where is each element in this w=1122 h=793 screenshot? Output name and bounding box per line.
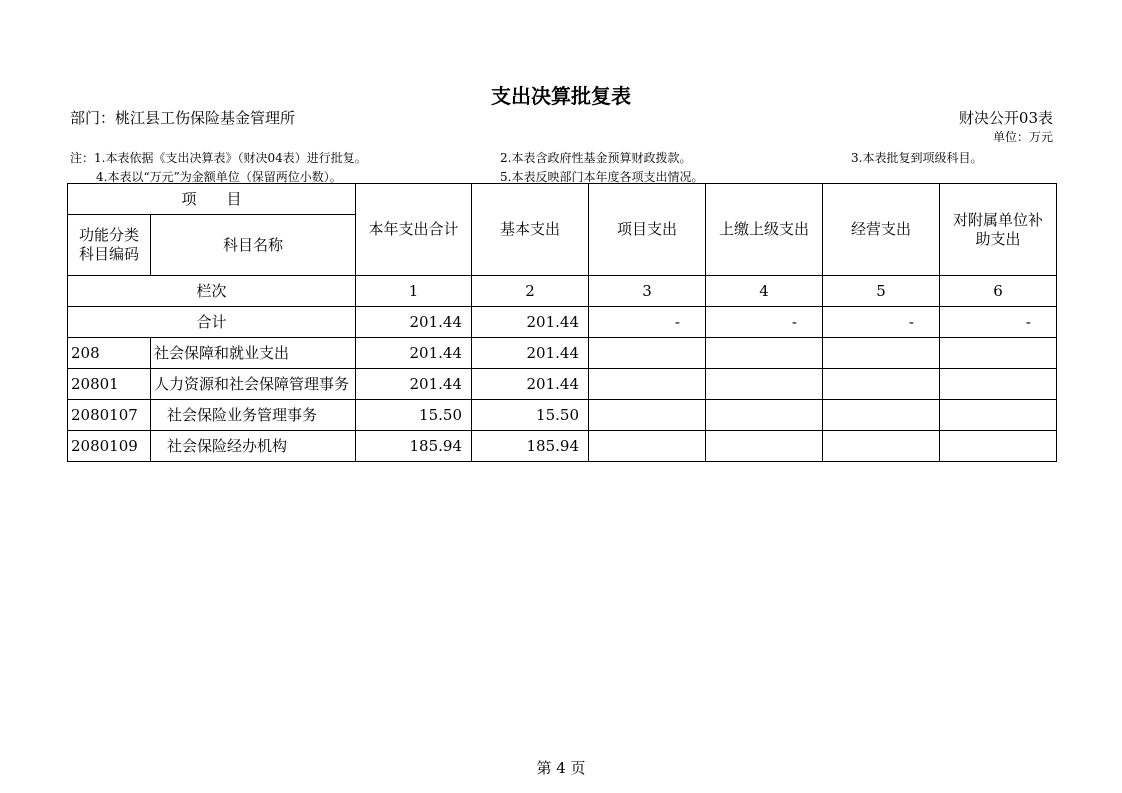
- col-number: 6: [940, 276, 1057, 307]
- note-5: 5.本表反映部门本年度各项支出情况。: [500, 170, 704, 184]
- row-subsidy: [940, 338, 1057, 369]
- page-title: 支出决算批复表: [491, 84, 631, 108]
- table-row: [68, 369, 1057, 400]
- header-project: 项目支出: [589, 184, 706, 276]
- total-project: -: [589, 307, 706, 338]
- row-name: 人力资源和社会保障管理事务: [151, 369, 356, 400]
- row-business: [823, 369, 940, 400]
- row-upper: [706, 400, 823, 431]
- row-code: 2080107: [68, 400, 151, 431]
- row-basic: 201.44: [472, 369, 589, 400]
- row-code: 20801: [68, 369, 151, 400]
- expenditure-table: [67, 183, 1057, 462]
- page-number: 第 4 页: [536, 759, 586, 777]
- form-code: 财决公开03表: [958, 109, 1053, 127]
- total-label: 合计: [68, 307, 356, 338]
- row-business: [823, 400, 940, 431]
- row-subsidy: [940, 431, 1057, 462]
- col-number: 5: [823, 276, 940, 307]
- row-name: 社会保障和就业支出: [151, 338, 356, 369]
- row-upper: [706, 338, 823, 369]
- column-number-row: [68, 276, 1057, 307]
- row-basic: 15.50: [472, 400, 589, 431]
- header-basic: 基本支出: [472, 184, 589, 276]
- header-subject-name: 科目名称: [151, 215, 356, 276]
- unit-label: 单位：万元: [992, 130, 1053, 144]
- row-name: 社会保险经办机构: [151, 431, 356, 462]
- row-business: [823, 338, 940, 369]
- note-4: 4.本表以“万元”为金额单位（保留两位小数）。: [96, 170, 342, 184]
- row-project: [589, 369, 706, 400]
- row-code: 208: [68, 338, 151, 369]
- table-row: [68, 431, 1057, 462]
- header-item: 项 目: [68, 184, 356, 215]
- total-upper: -: [706, 307, 823, 338]
- header-upper: 上缴上级支出: [706, 184, 823, 276]
- row-name: 社会保险业务管理事务: [151, 400, 356, 431]
- row-code: 2080109: [68, 431, 151, 462]
- col-row-label: 栏次: [68, 276, 356, 307]
- header-subsidy: 对附属单位补助支出: [940, 184, 1057, 276]
- col-number: 3: [589, 276, 706, 307]
- row-basic: 201.44: [472, 338, 589, 369]
- row-total: 201.44: [356, 338, 472, 369]
- row-total: 185.94: [356, 431, 472, 462]
- row-basic: 185.94: [472, 431, 589, 462]
- row-project: [589, 400, 706, 431]
- note-2: 2.本表含政府性基金预算财政拨款。: [500, 151, 692, 165]
- col-number: 2: [472, 276, 589, 307]
- total-amount: 201.44: [356, 307, 472, 338]
- header-business: 经营支出: [823, 184, 940, 276]
- col-number: 4: [706, 276, 823, 307]
- note-3: 3.本表批复到项级科目。: [851, 151, 983, 165]
- total-row: [68, 307, 1057, 338]
- row-total: 15.50: [356, 400, 472, 431]
- row-project: [589, 431, 706, 462]
- total-subsidy: -: [940, 307, 1057, 338]
- row-business: [823, 431, 940, 462]
- note-1: 注：1.本表依据《支出决算表》（财决04表）进行批复。: [70, 151, 367, 165]
- header-total: 本年支出合计: [356, 184, 472, 276]
- row-upper: [706, 431, 823, 462]
- row-project: [589, 338, 706, 369]
- col-number: 1: [356, 276, 472, 307]
- table-row: [68, 400, 1057, 431]
- row-subsidy: [940, 400, 1057, 431]
- total-basic: 201.44: [472, 307, 589, 338]
- row-subsidy: [940, 369, 1057, 400]
- row-upper: [706, 369, 823, 400]
- total-business: -: [823, 307, 940, 338]
- header-func-code: 功能分类科目编码: [68, 215, 151, 276]
- department-label: 部门：桃江县工伤保险基金管理所: [70, 109, 296, 127]
- row-total: 201.44: [356, 369, 472, 400]
- table-row: [68, 338, 1057, 369]
- header-row-1: [68, 184, 1057, 215]
